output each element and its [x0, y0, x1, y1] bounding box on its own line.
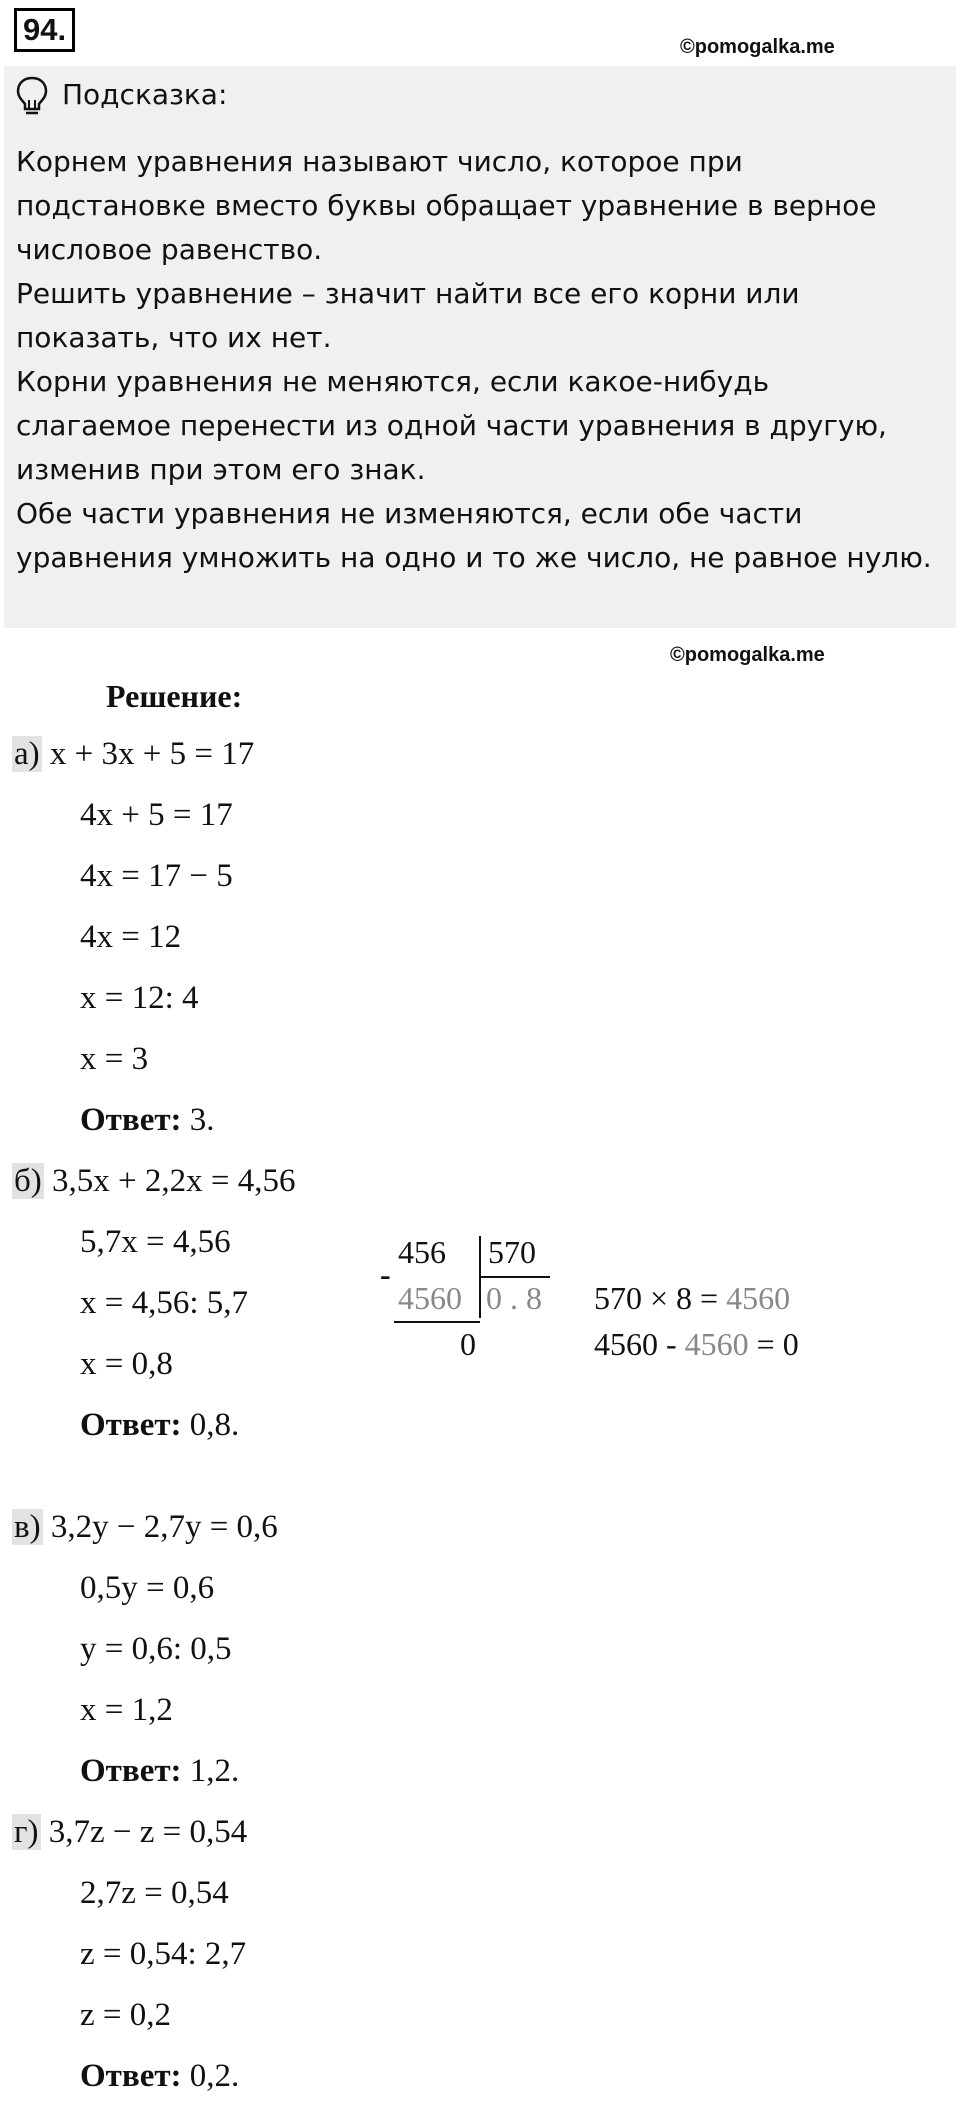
divisor: 570	[488, 1234, 536, 1270]
part-label: б)	[14, 1163, 42, 1199]
remainder: 0	[460, 1326, 476, 1362]
part-label: в)	[14, 1509, 41, 1545]
watermark: ©pomogalka.me	[680, 36, 835, 58]
check-line-1	[594, 1280, 790, 1317]
step: 4x = 17 − 5	[80, 858, 233, 894]
quotient: 0 . 8	[486, 1280, 542, 1316]
answer	[80, 1407, 239, 1444]
step: 4x + 5 = 17	[80, 797, 233, 833]
answer-value: 0,2.	[189, 2058, 240, 2094]
part-label: а)	[14, 736, 40, 772]
answer	[80, 2058, 239, 2095]
part-a-equation	[12, 736, 254, 773]
step: 4x = 12	[80, 919, 182, 955]
subtraction-line	[394, 1321, 480, 1323]
step: x = 0,8	[80, 1346, 173, 1382]
part-g-equation	[12, 1814, 247, 1851]
hint-text: Корнем уравнения называют число, которое при подстановке вместо буквы обращает уравнение в верное числовое равенство. Решить уравнение – значит найти все его корни или показать, что их нет. Корни уравнения не меняются, если какое-нибудь слагаемое перенести из одной части уравнения в другую, изменив при этом его знак. Обе части уравнения не изменяются, если обе части уравнения умножить на одно и то же число, не равное нулю.	[16, 145, 932, 574]
step: x = 4,56: 5,7	[80, 1285, 249, 1321]
answer-value: 1,2.	[189, 1753, 240, 1789]
check-right: 4560	[726, 1280, 791, 1316]
equation: 3,5x + 2,2x = 4,56	[52, 1163, 296, 1199]
answer	[80, 1753, 239, 1790]
part-v-equation	[12, 1509, 278, 1546]
answer	[80, 1102, 215, 1139]
task-number: 94.	[14, 8, 75, 52]
equation: x + 3x + 5 = 17	[49, 736, 255, 772]
division-bracket-horizontal	[480, 1276, 550, 1278]
check-left: 4560 -	[594, 1326, 677, 1362]
step: 0,5y = 0,6	[80, 1570, 215, 1606]
answer-label: Ответ:	[80, 2058, 182, 2094]
step: 2,7z = 0,54	[80, 1875, 229, 1911]
subtrahend: 4560	[398, 1280, 462, 1316]
watermark: ©pomogalka.me	[670, 644, 825, 666]
answer-label: Ответ:	[80, 1102, 182, 1138]
answer-value: 3.	[189, 1102, 215, 1138]
answer-label: Ответ:	[80, 1407, 182, 1443]
step: y = 0,6: 0,5	[80, 1631, 232, 1667]
equation: 3,2y − 2,7y = 0,6	[50, 1509, 278, 1545]
part-label: г)	[14, 1814, 39, 1850]
solution-title: Решение:	[106, 678, 243, 714]
check-middle: 4560	[684, 1326, 749, 1362]
step: x = 3	[80, 1041, 149, 1077]
dividend: 456	[398, 1234, 446, 1270]
hint-box	[4, 66, 956, 628]
part-b-equation	[12, 1163, 296, 1200]
minus-sign: -	[380, 1256, 391, 1292]
check-line-2	[594, 1326, 799, 1363]
check-left: 570 × 8 =	[594, 1280, 719, 1316]
check-right: = 0	[756, 1326, 799, 1362]
step: x = 1,2	[80, 1692, 173, 1728]
answer-value: 0,8.	[189, 1407, 240, 1443]
hint-title: Подсказка:	[62, 78, 228, 111]
step: x = 12: 4	[80, 980, 199, 1016]
step: 5,7x = 4,56	[80, 1224, 231, 1260]
answer-label: Ответ:	[80, 1753, 182, 1789]
step: z = 0,2	[80, 1997, 172, 2033]
step: z = 0,54: 2,7	[80, 1936, 247, 1972]
equation: 3,7z − z = 0,54	[48, 1814, 248, 1850]
lightbulb-icon	[14, 74, 50, 118]
